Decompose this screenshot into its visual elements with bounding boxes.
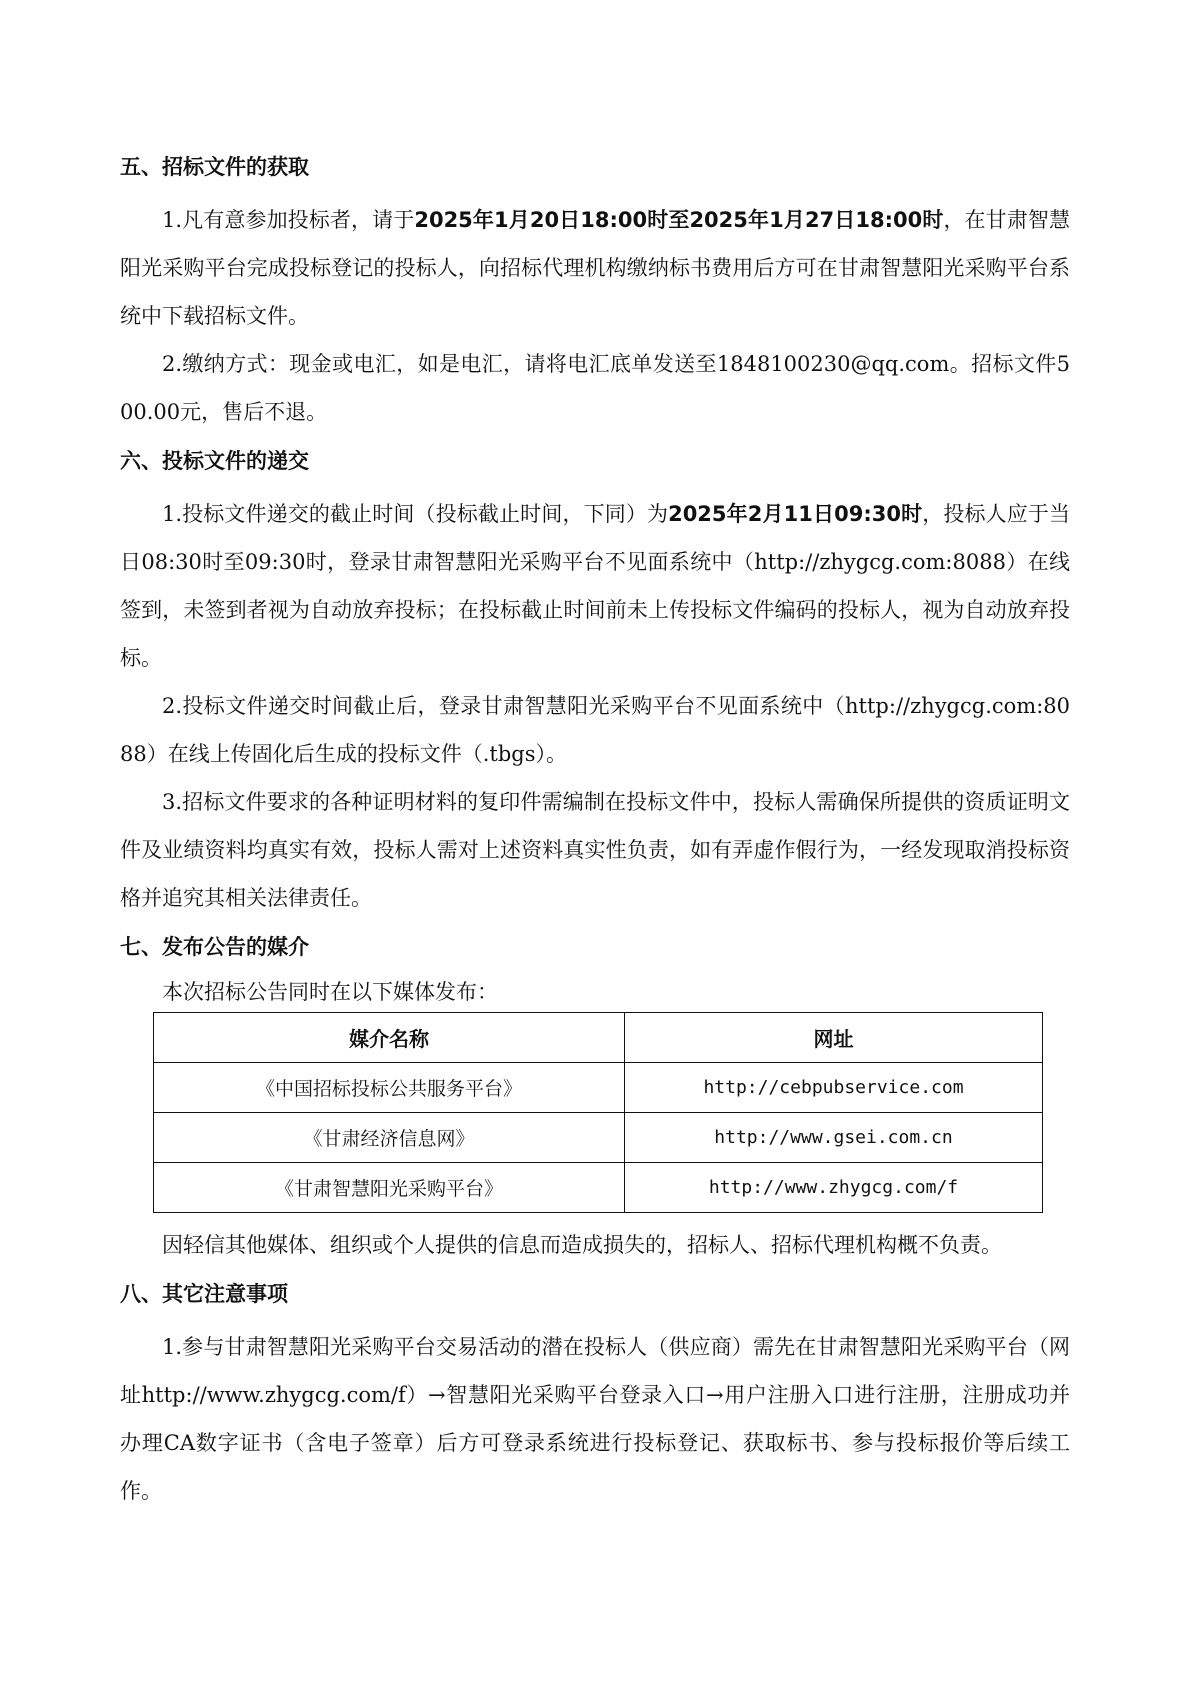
media-url-cell: http://www.zhygcg.com/f [625,1163,1043,1213]
section-6-heading: 六、投标文件的递交 [120,449,309,473]
media-name-cell: 《甘肃经济信息网》 [154,1113,625,1163]
section-5-heading: 五、招标文件的获取 [120,155,309,179]
media-url-header: 网址 [625,1013,1043,1063]
s5-p1-text-a: 1.凡有意参加投标者，请于 [162,208,415,232]
section-7-note: 因轻信其他媒体、组织或个人提供的信息而造成损失的，招标人、招标代理机构概不负责。 [162,1233,1002,1257]
section-8-heading: 八、其它注意事项 [120,1282,288,1306]
section-7-lead: 本次招标公告同时在以下媒体发布： [162,980,498,1004]
section-5-paragraph-2: 2.缴纳方式：现金或电汇，如是电汇，请将电汇底单发送至1848100230@qq.com。招标文件500.00元，售后不退。 [120,352,1070,424]
section-8-paragraph-1: 1.参与甘肃智慧阳光采购平台交易活动的潜在投标人（供应商）需先在甘肃智慧阳光采购平台（网址http://www.zhygcg.com/f）→智慧阳光采购平台登录入口→用户注册入口进行注册，注册成功并办理CA数字证书（含电子签章）后方可登录系统进行投标登记、获取标书、参与投标报价等后续工作。 [120,1335,1070,1503]
media-name-header: 媒介名称 [154,1013,625,1063]
section-5-paragraph-1 [120,196,1070,340]
section-6-paragraph-2: 2.投标文件递交时间截止后，登录甘肃智慧阳光采购平台不见面系统中（http://zhygcg.com:8088）在线上传固化后生成的投标文件（.tbgs）。 [120,694,1070,766]
table-row [154,1163,1043,1213]
s6-p1-text-a: 1.投标文件递交的截止时间（投标截止时间，下同）为 [162,502,669,526]
s6-p1-deadline: 2025年2月11日09:30时 [668,502,923,526]
s5-p1-text-b: ，在甘肃智慧阳光采购平台完成投标登记的投标人，向招标代理机构缴纳标书费用后方可在甘肃智慧阳光采购平台系统中下载招标文件。 [120,208,1070,328]
table-row [154,1063,1043,1113]
media-name-cell: 《甘肃智慧阳光采购平台》 [154,1163,625,1213]
media-name-cell: 《中国招标投标公共服务平台》 [154,1063,625,1113]
section-7-heading: 七、发布公告的媒介 [120,935,309,959]
document-page [120,152,1070,1515]
s5-p1-deadline: 2025年1月20日18:00时至2025年1月27日18:00时 [414,208,944,232]
table-row [154,1113,1043,1163]
media-table-header-row [154,1013,1043,1063]
section-6-paragraph-1 [120,490,1070,682]
media-table [153,1012,1043,1213]
section-6-paragraph-3: 3.招标文件要求的各种证明材料的复印件需编制在投标文件中，投标人需确保所提供的资质证明文件及业绩资料均真实有效，投标人需对上述资料真实性负责，如有弄虚作假行为，一经发现取消投标资格并追究其相关法律责任。 [120,790,1070,910]
media-url-cell: http://www.gsei.com.cn [625,1113,1043,1163]
s6-p1-text-b: ，投标人应于当日08:30时至09:30时，登录甘肃智慧阳光采购平台不见面系统中（http://zhygcg.com:8088）在线签到，未签到者视为自动放弃投标；在投标截止时间前未上传投标文件编码的投标人，视为自动放弃投标。 [120,502,1070,670]
media-url-cell: http://cebpubservice.com [625,1063,1043,1113]
